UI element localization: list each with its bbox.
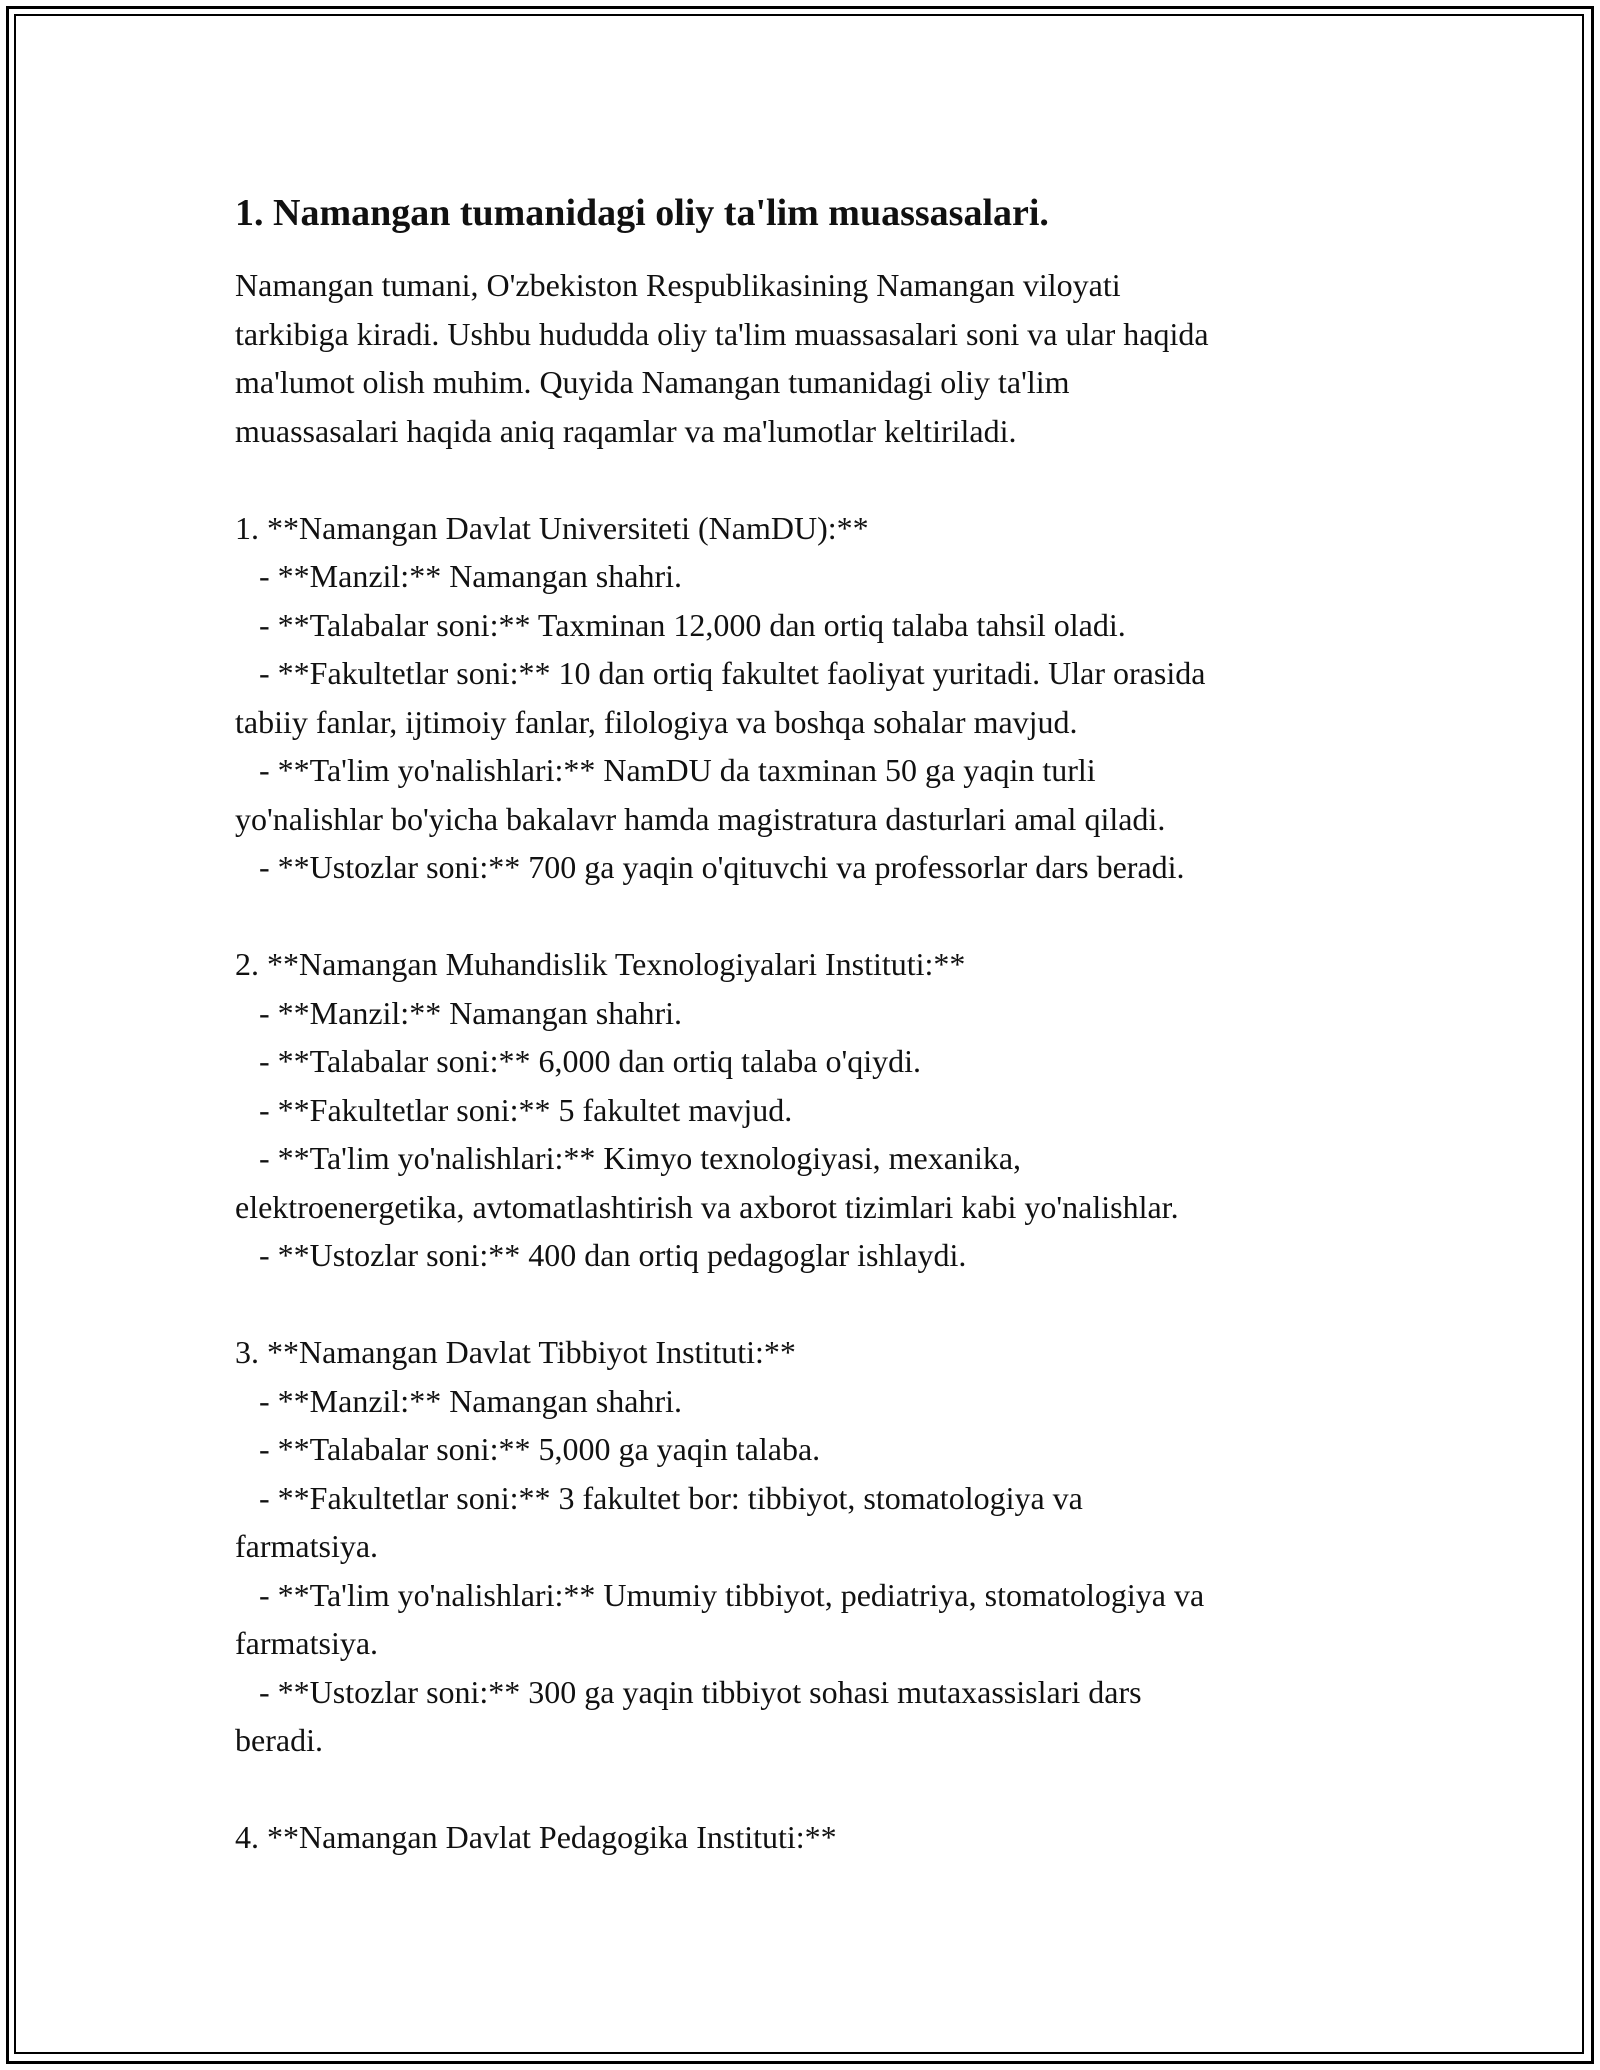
blank-line xyxy=(235,892,1395,941)
document-title: 1. Namangan tumanidagi oliy ta'lim muassasalari. xyxy=(235,192,1049,234)
text-line: ma'lumot olish muhim. Quyida Namangan tumanidagi oliy ta'lim xyxy=(235,364,1070,400)
text-line: - **Ta'lim yo'nalishlari:** NamDU da taxminan 50 ga yaqin turli xyxy=(235,752,1096,788)
blank-line xyxy=(235,1280,1395,1329)
text-line: 2. **Namangan Muhandislik Texnologiyalari Instituti:** xyxy=(235,946,966,982)
text-line: - **Manzil:** Namangan shahri. xyxy=(235,558,682,594)
text-line: - **Talabalar soni:** 6,000 dan ortiq talaba o'qiydi. xyxy=(235,1043,922,1079)
text-line: - **Ustozlar soni:** 300 ga yaqin tibbiyot sohasi mutaxassislari dars xyxy=(235,1673,1142,1710)
text-line: - **Ta'lim yo'nalishlari:** Kimyo texnologiyasi, mexanika, xyxy=(235,1140,1022,1176)
text-line: beradi. xyxy=(235,1722,323,1758)
text-line: muassasalari haqida aniq raqamlar va ma'lumotlar keltiriladi. xyxy=(235,412,1017,449)
text-line: yo'nalishlar bo'yicha bakalavr hamda magistratura dasturlari amal qiladi. xyxy=(235,800,1166,837)
text-line: - **Fakultetlar soni:** 10 dan ortiq fakultet faoliyat yuritadi. Ular orasida xyxy=(235,655,1206,691)
text-line: - **Talabalar soni:** 5,000 ga yaqin talaba. xyxy=(235,1431,821,1467)
text-line: tarkibiga kiradi. Ushbu hududda oliy ta'lim muassasalari soni va ular haqida xyxy=(235,315,1209,352)
text-line: 3. **Namangan Davlat Tibbiyot Instituti:** xyxy=(235,1334,796,1370)
text-line: farmatsiya. xyxy=(235,1625,379,1661)
blank-line xyxy=(235,1765,1395,1814)
text-line: - **Talabalar soni:** Taxminan 12,000 dan ortiq talaba tahsil oladi. xyxy=(235,606,1126,643)
document-body xyxy=(235,261,1395,1862)
document-page xyxy=(235,185,1395,1862)
text-line: - **Ustozlar soni:** 400 dan ortiq pedagoglar ishlaydi. xyxy=(235,1237,967,1273)
text-line: - **Manzil:** Namangan shahri. xyxy=(235,994,682,1031)
blank-line xyxy=(235,455,1395,504)
text-line: tabiiy fanlar, ijtimoiy fanlar, filologiya va boshqa sohalar mavjud. xyxy=(235,703,1078,740)
text-line: - **Ustozlar soni:** 700 ga yaqin o'qituvchi va professorlar dars beradi. xyxy=(235,849,1185,885)
text-line: - **Manzil:** Namangan shahri. xyxy=(235,1382,682,1419)
text-line: Namangan tumani, O'zbekiston Respublikasining Namangan viloyati xyxy=(235,267,1121,303)
text-line: farmatsiya. xyxy=(235,1528,379,1564)
text-line: 4. **Namangan Davlat Pedagogika Instituti:** xyxy=(235,1819,837,1855)
text-line: elektroenergetika, avtomatlashtirish va axborot tizimlari kabi yo'nalishlar. xyxy=(235,1188,1179,1225)
text-line: 1. **Namangan Davlat Universiteti (NamDU):** xyxy=(235,509,869,546)
text-line: - **Fakultetlar soni:** 3 fakultet bor: tibbiyot, stomatologiya va xyxy=(235,1479,1083,1516)
text-line: - **Fakultetlar soni:** 5 fakultet mavjud. xyxy=(235,1091,793,1128)
text-line: - **Ta'lim yo'nalishlari:** Umumiy tibbiyot, pediatriya, stomatologiya va xyxy=(235,1576,1205,1613)
